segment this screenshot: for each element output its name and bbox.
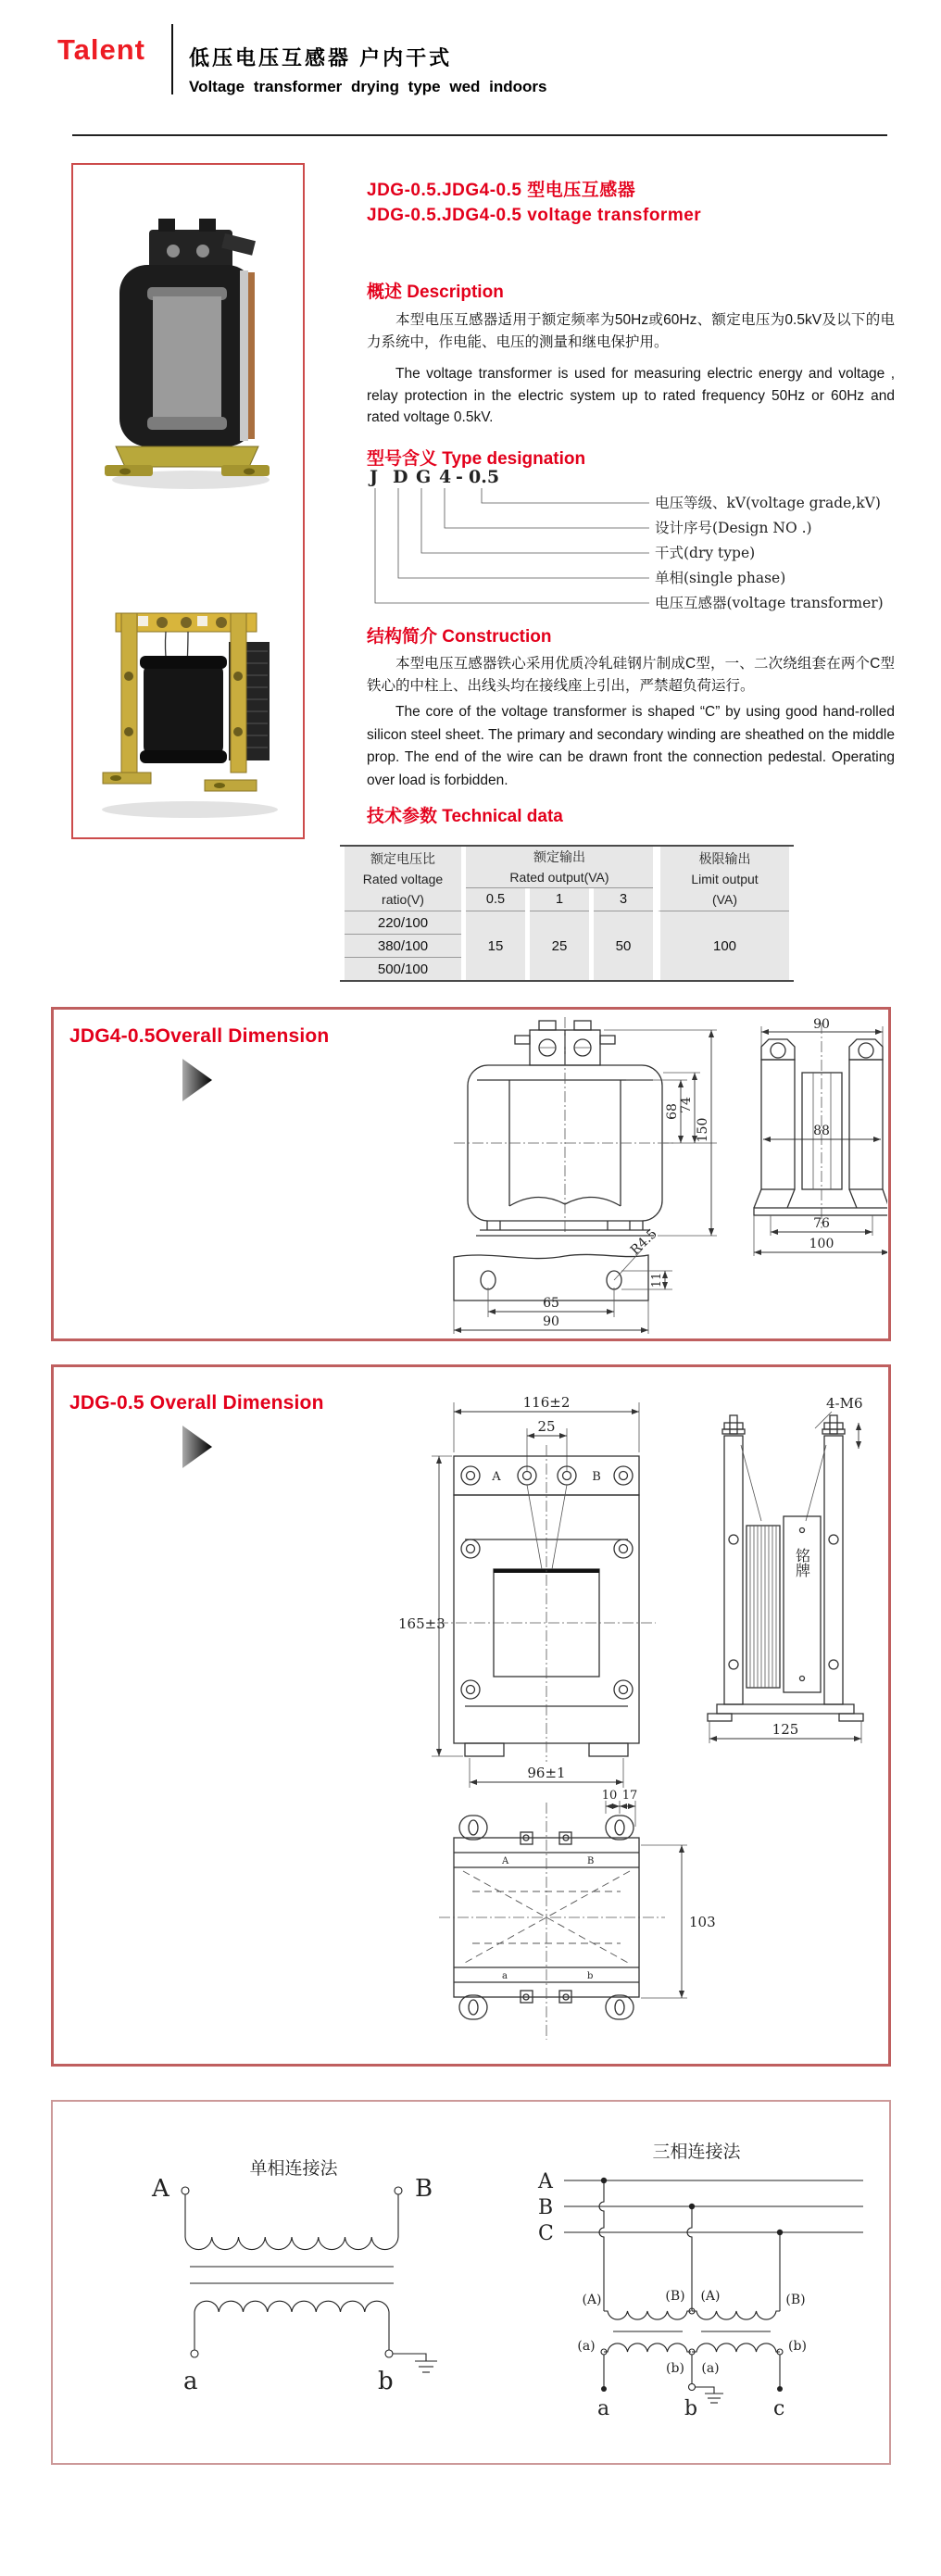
type-label: 干式(dry type) [655, 545, 756, 561]
dimension-label: 11 [650, 1272, 664, 1288]
tap-label: (a) [701, 2361, 720, 2376]
tap-label: (b) [666, 2361, 684, 2376]
jdg4-front-view [454, 1017, 717, 1236]
product-photo-jdg [90, 591, 289, 823]
ratio-value: 220/100 [345, 911, 461, 935]
dimension-label: 165±3 [398, 1615, 445, 1632]
bus-label: B [538, 2196, 554, 2219]
type-code-char: J [370, 468, 378, 487]
terminal-label: B [592, 1470, 601, 1484]
col-header-ratio: 额定电压比 Rated voltage ratio(V) [345, 847, 461, 911]
terminal-label: b [684, 2397, 698, 2420]
header-divider [171, 24, 173, 94]
terminal-label: b [378, 2368, 394, 2395]
accuracy-class: 3 [594, 888, 653, 911]
product-title-en: JDG-0.5.JDG4-0.5 voltage transformer [367, 206, 702, 225]
terminal-label: c [773, 2397, 785, 2420]
dimension-label: 88 [813, 1124, 830, 1138]
single-phase-wiring-diagram [132, 2148, 483, 2407]
three-phase-wiring-diagram [516, 2130, 877, 2426]
section-heading-description: 概述 Description [367, 283, 504, 302]
construction-body-zh: 本型电压互感器铁心采用优质冷轧硅钢片制成C型，一、二次绕组套在两个C型铁心的中柱上、出线头均在接线座上引出，严禁超负荷运行。 [367, 656, 895, 694]
dimension-label: 103 [689, 1914, 716, 1930]
dimension-label: 76 [813, 1216, 830, 1231]
terminal-label: b [587, 1971, 594, 1981]
type-code-char: G [416, 468, 432, 487]
terminal-label: A [492, 1470, 501, 1484]
type-label: 电压等级、kV(voltage grade,kV) [655, 495, 881, 511]
terminal-label: B [415, 2175, 433, 2203]
dimension-label: 150 [696, 1117, 710, 1143]
jdg-front-view [398, 1394, 656, 1788]
wiring-diagram-box [51, 2100, 891, 2465]
dimension-label: 4-M6 [826, 1395, 863, 1412]
jdg-dimension-drawing [398, 1391, 887, 2055]
description-body-zh: 本型电压互感器适用于额定频率为50Hz或60Hz、额定电压为0.5kV及以下的电力系统中，作电能、电压的测量和继电保护用。 [367, 312, 895, 350]
ground-symbol-icon [393, 2354, 437, 2372]
dimension-label: 25 [537, 1418, 556, 1435]
bus-label: C [538, 2222, 554, 2245]
diagram-title: 三相连接法 [652, 2142, 741, 2162]
terminal-label: A [152, 2175, 169, 2203]
description-body-en: The voltage transformer is used for measuring electric energy and voltage , relay protection in the electric system up to rated frequency 50Hz or 60Hz and rated voltage 0.5kV. [367, 366, 895, 425]
jdg-dimension-box [51, 1364, 891, 2067]
type-label: 单相(single phase) [655, 570, 786, 586]
dimension-label: 17 [621, 1789, 638, 1803]
type-code-char: D [393, 468, 408, 487]
terminal-label: B [587, 1856, 595, 1866]
accuracy-class: 1 [530, 888, 589, 911]
type-label: 电压互感器(voltage transformer) [655, 595, 884, 611]
header-rule [72, 134, 887, 136]
col-header-limit-output: 极限输出 Limit output (VA) [658, 847, 789, 911]
col-header-rated-output: 额定输出 Rated output(VA) [466, 847, 653, 888]
ratio-value: 500/100 [345, 958, 461, 980]
limit-output-value: 100 [658, 911, 789, 980]
dimension-label: R4.5 [627, 1226, 660, 1259]
tap-label: (a) [577, 2339, 596, 2354]
bus-label: A [538, 2170, 553, 2193]
product-photo-jdg4 [103, 193, 274, 494]
jdg4-side-view [754, 1017, 887, 1256]
rated-output-value: 15 [466, 911, 525, 980]
tap-label: (B) [785, 2293, 806, 2307]
section-heading-technical-data: 技术参数 Technical data [367, 807, 563, 826]
jdg-box-title: JDG-0.5 Overall Dimension [69, 1392, 324, 1414]
type-code-char: 4 [439, 468, 452, 487]
terminal-label: a [502, 1971, 508, 1981]
terminal-label: a [183, 2368, 198, 2395]
nameplate-label: 铭牌 [793, 1548, 811, 1577]
rated-output-value: 50 [594, 911, 653, 980]
page-title-zh: 低压电压互感器 户内干式 [189, 46, 453, 69]
jdg4-dimension-box [51, 1007, 891, 1341]
dimension-label: 68 [665, 1103, 680, 1120]
jdg-plan-view [439, 1789, 716, 2040]
jdg4-box-title: JDG4-0.5Overall Dimension [69, 1025, 330, 1047]
terminal-label: A [502, 1856, 509, 1866]
product-photo-panel [71, 163, 305, 839]
type-designation-diagram [364, 468, 897, 616]
right-arrow-icon [179, 1423, 218, 1471]
jdg-side-view [708, 1395, 863, 1743]
right-arrow-icon [179, 1056, 218, 1104]
tap-label: (b) [788, 2339, 807, 2354]
tap-label: (B) [665, 2289, 685, 2304]
section-heading-construction: 结构简介 Construction [367, 627, 552, 647]
jdg4-mounting-plate-view [454, 1226, 672, 1334]
dimension-label: 96±1 [527, 1765, 566, 1781]
dimension-label: 10 [601, 1789, 618, 1803]
ground-symbol-icon [696, 2387, 724, 2403]
type-label: 设计序号(Design NO .) [655, 520, 812, 536]
diagram-title: 单相连接法 [249, 2159, 338, 2179]
construction-body-en: The core of the voltage transformer is shaped “C” by using good hand-rolled silicon steel sheet. The primary and secondary winding are sheathed on the middle prop. The end of the wire can be drawn front the connection pedestal. Operating over load is forbidden. [367, 704, 895, 788]
brand-logo: Talent [57, 33, 145, 66]
dimension-label: 116±2 [522, 1394, 571, 1411]
ratio-value: 380/100 [345, 935, 461, 958]
technical-data-table-wrap [340, 845, 794, 982]
type-code-char: - [456, 468, 463, 487]
type-code-char: 0.5 [469, 468, 500, 487]
terminal-label: a [597, 2397, 610, 2420]
dimension-label: 74 [679, 1097, 694, 1113]
dimension-label: 90 [813, 1017, 830, 1032]
accuracy-class: 0.5 [466, 888, 525, 911]
technical-data-table [340, 845, 794, 982]
rated-output-value: 25 [530, 911, 589, 980]
product-title-zh: JDG-0.5.JDG4-0.5 型电压互感器 [367, 181, 636, 200]
jdg4-dimension-drawing [398, 1017, 887, 1338]
tap-label: (A) [700, 2289, 721, 2304]
dimension-label: 125 [772, 1721, 799, 1738]
page-title-en: Voltage transformer drying type wed indoors [189, 78, 547, 95]
dimension-label: 90 [543, 1314, 559, 1329]
dimension-label: 65 [543, 1296, 559, 1311]
table-row [345, 911, 789, 935]
dimension-label: 100 [809, 1237, 834, 1251]
section-heading-type-designation: 型号含义 Type designation [367, 449, 586, 469]
tap-label: (A) [582, 2293, 602, 2307]
